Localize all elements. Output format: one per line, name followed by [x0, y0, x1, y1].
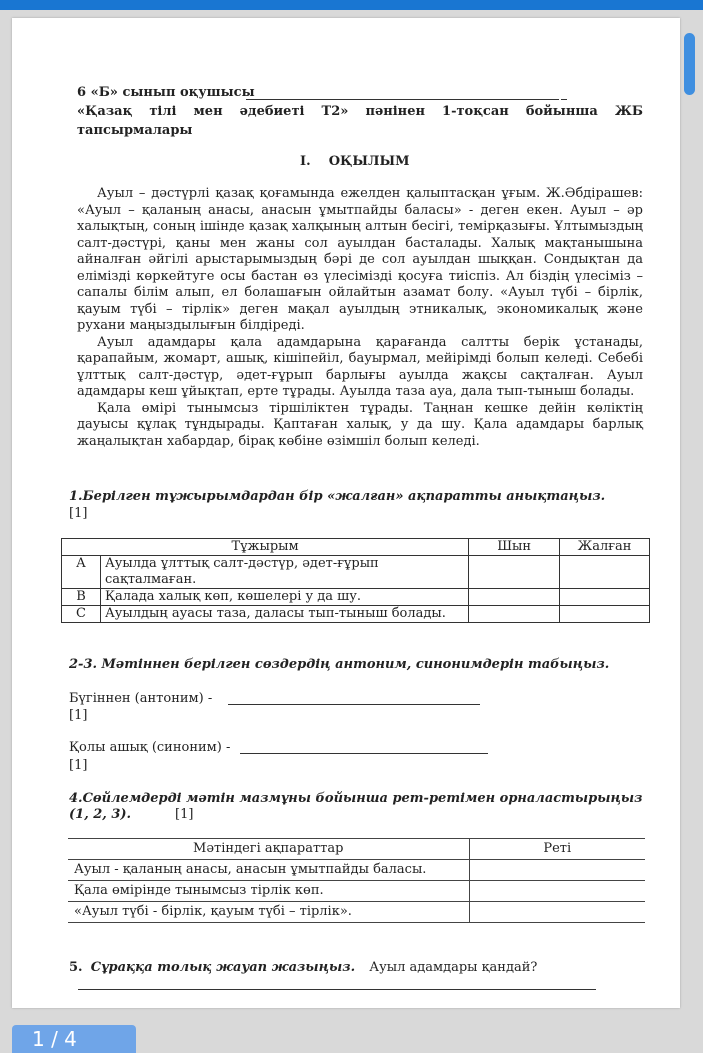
- info-cell: Ауыл - қаланың анасы, анасын ұмытпайды баласы.: [68, 860, 469, 881]
- task3-score: [1]: [69, 758, 88, 773]
- class-line: 6 «Б» сынып оқушысы: [77, 85, 255, 100]
- paragraph-3: Қала өмірі тынымсыз тіршіліктен тұрады. Таңнан кешке дейін көліктің дауысы құлақ тұндырады. Қаптаған халық, у да шу. Қала адамдары барлық жаңалықтан хабардар, бірақ көбіне өзімшіл болып келеді.: [77, 400, 643, 449]
- viewer-top-bar: [0, 0, 703, 10]
- task1-title: 1.Берілген тұжырымдардан бір «жалған» ақпаратты анықтаңыз.: [69, 489, 606, 504]
- task1-table: [61, 538, 650, 623]
- task4-table: [68, 838, 645, 923]
- task5-question: Ауыл адамдары қандай?: [369, 960, 538, 975]
- task23-title: 2-3. Мәтіннен берілген сөздердің антоним, синонимдерін табыңыз.: [69, 657, 610, 672]
- header-statement: Тұжырым: [62, 539, 469, 556]
- task4-title-2: (1, 2, 3).: [69, 807, 132, 822]
- row-statement: Ауылдың ауасы таза, даласы тып-тыныш болады.: [100, 606, 468, 623]
- paragraph-1: Ауыл – дәстүрлі қазақ қоғамында ежелден қалыптасқан ұғым. Ж.Әбдірашев: «Ауыл – қаланың анасы, анасын ұмытпайды баласы» - деген екен. Ауыл – әр халықтың, соның ішінде қазақ халқының алтын бесігі, темірқазығы. Ұлтымыздың салт-дәстүрі, қаны мен жаны сол ауылдан басталады. Халық мақтанышына айналған әйгілі арыстарымыздың бәрі де сол ауылдан шыққан. Сондықтан да елімізді көркейтуге осы бастан өз үлесімізді қосуға тиіспіз. Ал біздің үлесіміз – сапалы білім алып, ел болашағын ойлайтын азамат болу. «Ауыл түбі – бірлік, қауым түбі – тірлік» деген мақал ауылдың этникалық, экономикалық және рухани маңыздылығын білдіреді.: [77, 186, 643, 333]
- task5-number: 5.: [69, 960, 83, 975]
- table-row: [62, 589, 650, 606]
- antonym-label: Бүгіннен (антоним) -: [69, 691, 213, 706]
- false-cell[interactable]: [560, 556, 650, 589]
- order-cell[interactable]: [469, 881, 645, 902]
- table-row: [68, 860, 645, 881]
- row-letter: A: [62, 556, 101, 589]
- table-row: [68, 902, 645, 923]
- true-cell[interactable]: [469, 606, 560, 623]
- task1-header-row: [62, 539, 650, 556]
- row-letter: C: [62, 606, 101, 623]
- name-blank-dash: [561, 99, 567, 100]
- scrollbar-thumb[interactable]: [684, 33, 695, 95]
- row-letter: B: [62, 589, 101, 606]
- table-row: [62, 556, 650, 589]
- name-blank-line: [246, 99, 559, 100]
- task5-answer-line[interactable]: [78, 989, 596, 990]
- task1-score: [1]: [69, 506, 88, 521]
- synonym-answer-line[interactable]: [240, 753, 488, 754]
- order-cell[interactable]: [469, 860, 645, 881]
- true-cell[interactable]: [469, 589, 560, 606]
- table-row: [68, 881, 645, 902]
- header-true: Шын: [469, 539, 560, 556]
- subject-line-2: тапсырмалары: [77, 123, 193, 138]
- task4-score: [1]: [175, 807, 194, 822]
- antonym-answer-line[interactable]: [228, 704, 480, 705]
- page-indicator: 1 / 4: [12, 1025, 136, 1053]
- synonym-label: Қолы ашық (синоним) -: [69, 740, 231, 755]
- row-statement: Ауылда ұлттық салт-дәстүр, әдет-ғұрып сақталмаған.: [100, 556, 468, 589]
- header-false: Жалған: [560, 539, 650, 556]
- false-cell[interactable]: [560, 589, 650, 606]
- section-title: I. ОҚЫЛЫМ: [300, 154, 410, 169]
- subject-line-1: «Қазақ тілі мен әдебиеті Т2» пәнінен 1-тоқсан бойынша ЖБ: [77, 104, 643, 119]
- task5-line: [69, 960, 537, 977]
- task4-title-1: 4.Сөйлемдерді мәтін мазмұны бойынша рет-ретімен орналастырыңыз: [69, 791, 643, 806]
- paragraph-2: Ауыл адамдары қала адамдарына қарағанда салтты берік ұстанады, қарапайым, жомарт, ашық, кішіпейіл, бауырмал, мейірімді болып келеді. Себебі ұлттық салт-дәстүр, әдет-ғұрып барлығы ауылда жақсы сақталған. Ауыл адамдары кеш ұйықтап, ерте тұрады. Ауылда таза ауа, дала тып-тыныш болады.: [77, 334, 643, 399]
- order-cell[interactable]: [469, 902, 645, 923]
- task4-header-row: [68, 839, 645, 860]
- false-cell[interactable]: [560, 606, 650, 623]
- task5-instruction: Сұраққа толық жауап жазыңыз.: [90, 960, 356, 975]
- row-statement: Қалада халық көп, көшелері у да шу.: [100, 589, 468, 606]
- info-cell: Қала өмірінде тынымсыз тірлік көп.: [68, 881, 469, 902]
- info-cell: «Ауыл түбі - бірлік, қауым түбі – тірлік».: [68, 902, 469, 923]
- header-information: Мәтіндегі ақпараттар: [68, 839, 469, 860]
- header-order: Реті: [469, 839, 645, 860]
- reading-text: [77, 186, 643, 450]
- task2-score: [1]: [69, 708, 88, 723]
- true-cell[interactable]: [469, 556, 560, 589]
- table-row: [62, 606, 650, 623]
